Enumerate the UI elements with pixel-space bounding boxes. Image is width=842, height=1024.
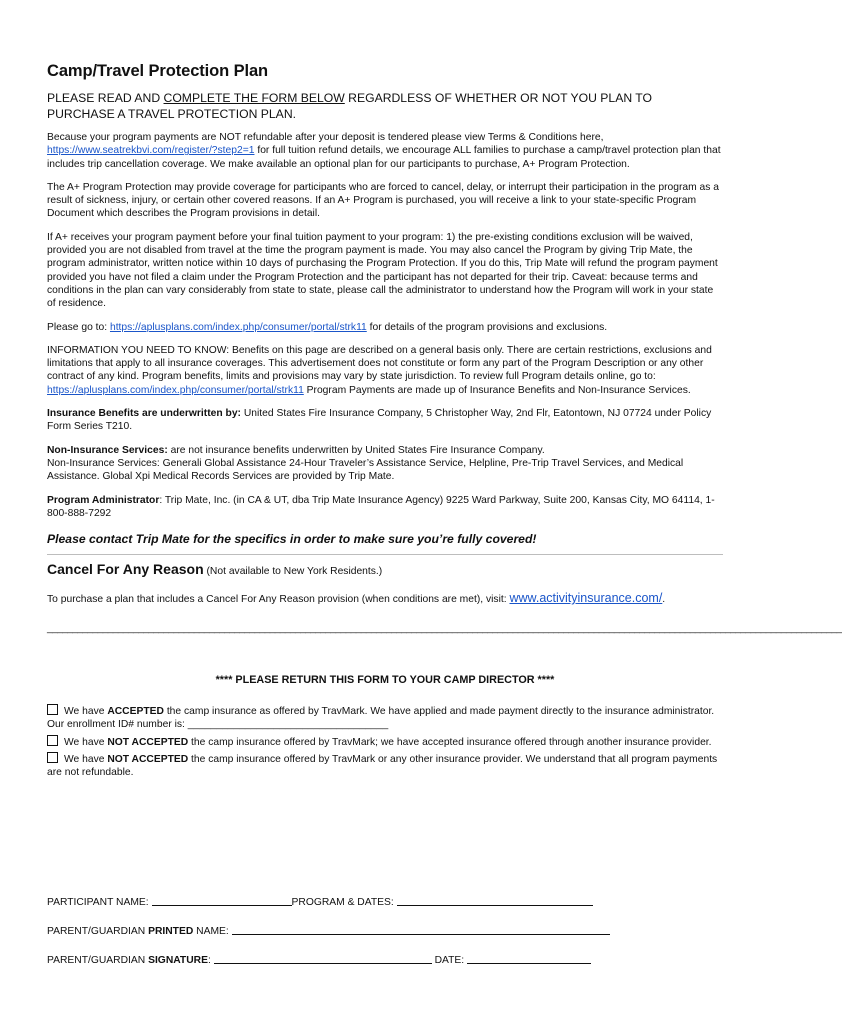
cfar-tail: . <box>662 594 666 606</box>
guardian-signature-field[interactable] <box>214 953 432 964</box>
lead-pre: PLEASE READ AND <box>47 91 164 105</box>
underwriter-paragraph <box>47 407 723 434</box>
conditions-paragraph: If A+ receives your program payment before your final tuition payment to your program: 1) the pre-existing conditions exclusion will be waived, provided you are not disabled from travel at the time the program payment is made. You may also cancel the Program by giving Trip Mate, the program administrator, written notice within 10 days of purchasing the Program Protection. If you do this, Trip Mate will refund the program payment provided you have not filed a claim under the Program Protection and the participant has not departed for their trip. Caveat: because terms and conditions in the plan can vary considerably from state to state, please call the administrator to understand how the Program will work in your state of residence. <box>47 231 718 310</box>
guardian-sig-bold: SIGNATURE <box>148 955 208 966</box>
underwriter-text: United States Fire Insurance Company, 5 Christopher Way, 2nd Flr, Eatontown, NJ 07724 under Policy Form Series T210. <box>47 408 712 433</box>
option-declined[interactable] <box>47 752 723 780</box>
non-insurance-label: Non-Insurance Services: <box>47 444 168 456</box>
guardian-printed-pre: PARENT/GUARDIAN <box>47 926 149 937</box>
program-label: PROGRAM & DATES: <box>291 897 397 908</box>
cfar-heading: Cancel For Any Reason <box>47 561 204 578</box>
guardian-sig-post: : <box>207 955 214 966</box>
option-1-post: the camp insurance as offered by TravMark. We have applied and made payment directly to the insurance administrator. Our enrollment ID# number is: ___________________________________ <box>47 706 715 731</box>
guardian-printed-name-field[interactable] <box>232 924 610 935</box>
plan-details-link[interactable]: https://aplusplans.com/index.php/consumer/portal/strk11 <box>109 321 367 333</box>
refund-paragraph <box>47 131 723 171</box>
cfar-text: To purchase a plan that includes a Cancel For Any Reason provision (when conditions are met), visit: <box>47 594 510 606</box>
checkbox-other-provider[interactable] <box>47 735 58 746</box>
cfar-paragraph <box>47 591 723 605</box>
participant-name-field[interactable] <box>152 895 292 906</box>
cut-line: _____________________________________________________________________________________________________________________________________________________________ <box>47 623 842 635</box>
terms-link[interactable]: https://www.seatrekbvi.com/register/?step2=1 <box>47 145 255 157</box>
guardian-printed-bold: PRINTED <box>148 926 194 937</box>
lead-instruction <box>47 90 723 122</box>
para4-pre: Please go to: <box>47 321 110 333</box>
option-1-pre: We have <box>64 706 108 718</box>
option-2-bold: NOT ACCEPTED <box>107 736 189 748</box>
participant-label: PARTICIPANT NAME: <box>47 897 152 908</box>
administrator-text: : Trip Mate, Inc. (in CA & UT, dba Trip Mate Insurance Agency) 9225 Ward Parkway, Suite 200, Kansas City, MO 64114, 1-800-888-7292 <box>47 494 715 519</box>
para5-post: Program Payments are made up of Insurance Benefits and Non-Insurance Services. <box>303 384 691 396</box>
information-paragraph <box>47 344 723 397</box>
cfar-heading-row <box>47 561 723 577</box>
non-insurance-text-2: Non-Insurance Services: Generali Global Assistance 24-Hour Traveler’s Assistance Service, Helpline, Pre-Trip Travel Services, and Medical Assistance. Global Xpi Medical Records Services are provided by Trip Mate. <box>47 457 684 483</box>
lead-underlined: COMPLETE THE FORM BELOW <box>163 91 345 105</box>
participant-row <box>47 895 593 908</box>
return-instruction: **** PLEASE RETURN THIS FORM TO YOUR CAMP DIRECTOR **** <box>215 674 555 687</box>
para1-pre: Because your program payments are NOT refundable after your deposit is tendered please view Terms & Conditions here, <box>47 132 604 143</box>
guardian-sig-pre: PARENT/GUARDIAN <box>47 955 149 966</box>
lead-post: REGARDLESS OF WHETHER OR NOT YOU PLAN TO PURCHASE A TRAVEL PROTECTION PLAN. <box>47 91 653 121</box>
document-page <box>47 62 842 783</box>
checkbox-accepted[interactable] <box>47 704 58 715</box>
option-3-bold: NOT ACCEPTED <box>107 754 189 766</box>
guardian-printed-post: NAME: <box>193 926 232 937</box>
option-1-bold: ACCEPTED <box>107 706 164 718</box>
option-2-pre: We have <box>64 736 108 748</box>
guardian-printed-row <box>47 924 610 937</box>
administrator-label: Program Administrator <box>47 494 160 506</box>
non-insurance-text: are not insurance benefits underwritten by United States Fire Insurance Company. <box>167 444 545 456</box>
program-details-link[interactable]: https://aplusplans.com/index.php/consumer/portal/strk11 <box>47 384 304 396</box>
activity-insurance-link[interactable]: www.activityinsurance.com/ <box>509 591 663 606</box>
program-dates-field[interactable] <box>397 895 593 906</box>
option-other-provider[interactable] <box>47 735 723 749</box>
option-2-post: the camp insurance offered by TravMark; we have accepted insurance offered through another insurance provider. <box>188 736 712 748</box>
option-3-pre: We have <box>64 754 108 766</box>
underwriter-label: Insurance Benefits are underwritten by: <box>47 408 241 420</box>
date-label: DATE: <box>431 955 467 966</box>
para1-post: for full tuition refund details, we encourage ALL families to purchase a camp/travel protection plan that includes trip cancellation coverage. We make available an optional plan for our participants to purchase, A+ Program Protection. <box>47 145 721 170</box>
details-paragraph <box>47 321 723 334</box>
cfar-note: (Not available to New York Residents.) <box>203 566 383 578</box>
guardian-signature-row <box>47 953 591 966</box>
para5-pre: INFORMATION YOU NEED TO KNOW: Benefits on this page are described on a general basis only. There are certain restrictions, exclusions and limitations that apply to all insurance coverages. This advertisement does not constitute or form any part of the Program Description or any other contract of any kind. Program benefits, limits and provisions may vary by state jurisdiction. To review full Program details online, go to: <box>47 344 712 383</box>
non-insurance-paragraph <box>47 444 723 484</box>
option-3-post: the camp insurance offered by TravMark or any other insurance provider. We understand that all program payments are not refundable. <box>47 754 718 779</box>
coverage-paragraph: The A+ Program Protection may provide coverage for participants who are forced to cancel, delay, or interrupt their participation in the program as a result of sickness, injury, or certain other covered reasons. If an A+ Program is purchased, you will receive a link to your state-specific Program Document which describes the Program provisions in detail. <box>47 181 720 220</box>
date-field[interactable] <box>467 953 591 964</box>
para4-post: for details of the program provisions and exclusions. <box>366 321 608 333</box>
checkbox-declined[interactable] <box>47 752 58 763</box>
administrator-paragraph <box>47 494 723 521</box>
option-accepted[interactable] <box>47 704 723 732</box>
page-title: Camp/Travel Protection Plan <box>47 62 269 80</box>
section-divider <box>47 554 723 555</box>
contact-callout: Please contact Trip Mate for the specifics in order to make sure you’re fully covered! <box>47 532 537 547</box>
